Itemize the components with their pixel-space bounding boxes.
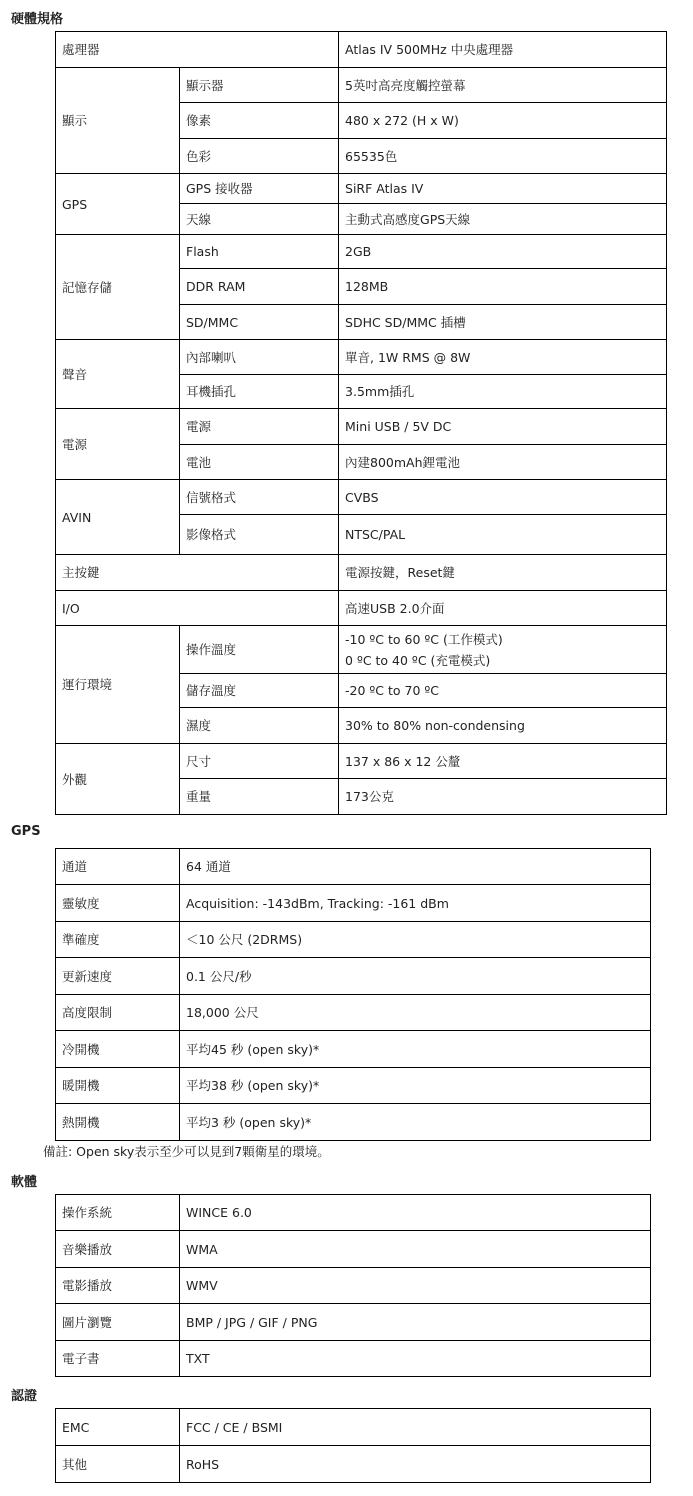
spec-value: NTSC/PAL (339, 515, 667, 555)
table-row (56, 591, 667, 626)
spec-category: 外觀 (56, 744, 180, 815)
spec-subcategory: 天線 (180, 204, 339, 235)
spec-value: 平均45 秒 (open sky)* (180, 1031, 651, 1068)
spec-value: WMA (180, 1231, 651, 1268)
spec-label: 更新速度 (56, 958, 180, 995)
spec-value: SiRF Atlas IV (339, 174, 667, 204)
spec-value: 64 通道 (180, 849, 651, 885)
spec-subcategory: 像素 (180, 103, 339, 139)
software-spec-table (55, 1194, 651, 1377)
spec-category: 運行環境 (56, 626, 180, 744)
spec-category: 顯示 (56, 68, 180, 174)
table-row (56, 626, 667, 674)
spec-subcategory: 耳機插孔 (180, 375, 339, 409)
spec-value: 5英吋高亮度觸控螢幕 (339, 68, 667, 103)
table-row (56, 174, 667, 204)
spec-value: SDHC SD/MMC 插槽 (339, 305, 667, 340)
spec-subcategory: 電源 (180, 409, 339, 445)
spec-subcategory: 電池 (180, 445, 339, 480)
table-row (56, 958, 651, 995)
spec-value: 65535色 (339, 139, 667, 174)
spec-subcategory: GPS 接收器 (180, 174, 339, 204)
gps-footnote: 備註: Open sky表示至少可以見到7顆衛星的環境。 (43, 1144, 330, 1159)
spec-value: CVBS (339, 480, 667, 515)
table-row (56, 1268, 651, 1304)
table-row (56, 1068, 651, 1104)
spec-subcategory: 濕度 (180, 708, 339, 744)
spec-label: 電子書 (56, 1341, 180, 1377)
spec-value: 137 x 86 x 12 公釐 (339, 744, 667, 779)
table-row (56, 1341, 651, 1377)
spec-label: 電影播放 (56, 1268, 180, 1304)
table-row (56, 32, 667, 68)
spec-value: 單音, 1W RMS @ 8W (339, 340, 667, 375)
spec-value: 18,000 公尺 (180, 995, 651, 1031)
spec-value: -20 ºC to 70 ºC (339, 674, 667, 708)
spec-label: 其他 (56, 1446, 180, 1483)
spec-value: TXT (180, 1341, 651, 1377)
table-row (56, 235, 667, 269)
spec-subcategory: 尺寸 (180, 744, 339, 779)
spec-value-line: -10 ºC to 60 ºC (工作模式) (345, 631, 503, 647)
spec-subcategory: 影像格式 (180, 515, 339, 555)
spec-value: 173公克 (339, 779, 667, 815)
spec-value: 電源按鍵，Reset鍵 (339, 555, 667, 591)
spec-subcategory: 操作溫度 (180, 626, 339, 674)
section-title-hardware: 硬體規格 (11, 12, 64, 27)
table-row (56, 555, 667, 591)
spec-label: 音樂播放 (56, 1231, 180, 1268)
spec-subcategory: 顯示器 (180, 68, 339, 103)
spec-value: BMP / JPG / GIF / PNG (180, 1304, 651, 1341)
table-row (56, 68, 667, 103)
spec-subcategory: SD/MMC (180, 305, 339, 340)
certification-table (55, 1408, 651, 1483)
spec-value: 480 x 272 (H x W) (339, 103, 667, 139)
spec-subcategory: 色彩 (180, 139, 339, 174)
spec-subcategory: 信號格式 (180, 480, 339, 515)
spec-value: Atlas IV 500MHz 中央處理器 (339, 32, 667, 68)
spec-value: 30% to 80% non-condensing (339, 708, 667, 744)
spec-value: RoHS (180, 1446, 651, 1483)
spec-category: 記憶存儲 (56, 235, 180, 340)
table-row (56, 1409, 651, 1446)
table-row (56, 995, 651, 1031)
spec-label: 靈敏度 (56, 885, 180, 922)
table-row (56, 922, 651, 958)
spec-value: WINCE 6.0 (180, 1195, 651, 1231)
table-row (56, 1304, 651, 1341)
hardware-spec-table (55, 31, 667, 815)
spec-label: 準確度 (56, 922, 180, 958)
spec-category: 聲音 (56, 340, 180, 409)
spec-value: 高速USB 2.0介面 (339, 591, 667, 626)
spec-value: 主動式高感度GPS天線 (339, 204, 667, 235)
spec-subcategory: 重量 (180, 779, 339, 815)
spec-label: EMC (56, 1409, 180, 1446)
spec-label: 暖開機 (56, 1068, 180, 1104)
spec-label: 主按鍵 (56, 555, 339, 591)
table-row (56, 1031, 651, 1068)
table-row (56, 480, 667, 515)
table-row (56, 340, 667, 375)
spec-category: 電源 (56, 409, 180, 480)
spec-label: I/O (56, 591, 339, 626)
spec-value: Acquisition: -143dBm, Tracking: -161 dBm (180, 885, 651, 922)
spec-subcategory: DDR RAM (180, 269, 339, 305)
table-row (56, 885, 651, 922)
spec-label: 冷開機 (56, 1031, 180, 1068)
spec-label: 熱開機 (56, 1104, 180, 1141)
spec-value: 內建800mAh鋰電池 (339, 445, 667, 480)
spec-value: 0.1 公尺/秒 (180, 958, 651, 995)
spec-value-multiline (339, 626, 667, 674)
section-title-software: 軟體 (11, 1175, 38, 1190)
table-row (56, 409, 667, 445)
spec-value: Mini USB / 5V DC (339, 409, 667, 445)
spec-label: 處理器 (56, 32, 339, 68)
table-row (56, 849, 651, 885)
spec-value: 2GB (339, 235, 667, 269)
spec-subcategory: Flash (180, 235, 339, 269)
spec-label: 操作系統 (56, 1195, 180, 1231)
table-row (56, 744, 667, 779)
spec-value: 128MB (339, 269, 667, 305)
spec-subcategory: 內部喇叭 (180, 340, 339, 375)
spec-category: AVIN (56, 480, 180, 555)
spec-value: 平均38 秒 (open sky)* (180, 1068, 651, 1104)
spec-category: GPS (56, 174, 180, 235)
table-row (56, 1446, 651, 1483)
spec-label: 圖片瀏覽 (56, 1304, 180, 1341)
spec-value: FCC / CE / BSMI (180, 1409, 651, 1446)
section-title-certification: 認證 (11, 1389, 38, 1404)
spec-value: 3.5mm插孔 (339, 375, 667, 409)
gps-spec-table (55, 848, 651, 1141)
spec-value: 平均3 秒 (open sky)* (180, 1104, 651, 1141)
spec-subcategory: 儲存溫度 (180, 674, 339, 708)
section-title-gps: GPS (11, 824, 41, 839)
spec-value-line: 0 ºC to 40 ºC (充電模式) (345, 652, 491, 668)
spec-label: 通道 (56, 849, 180, 885)
table-row (56, 1195, 651, 1231)
spec-label: 高度限制 (56, 995, 180, 1031)
spec-value: WMV (180, 1268, 651, 1304)
table-row (56, 1231, 651, 1268)
table-row (56, 1104, 651, 1141)
spec-value: ＜10 公尺 (2DRMS) (180, 922, 651, 958)
